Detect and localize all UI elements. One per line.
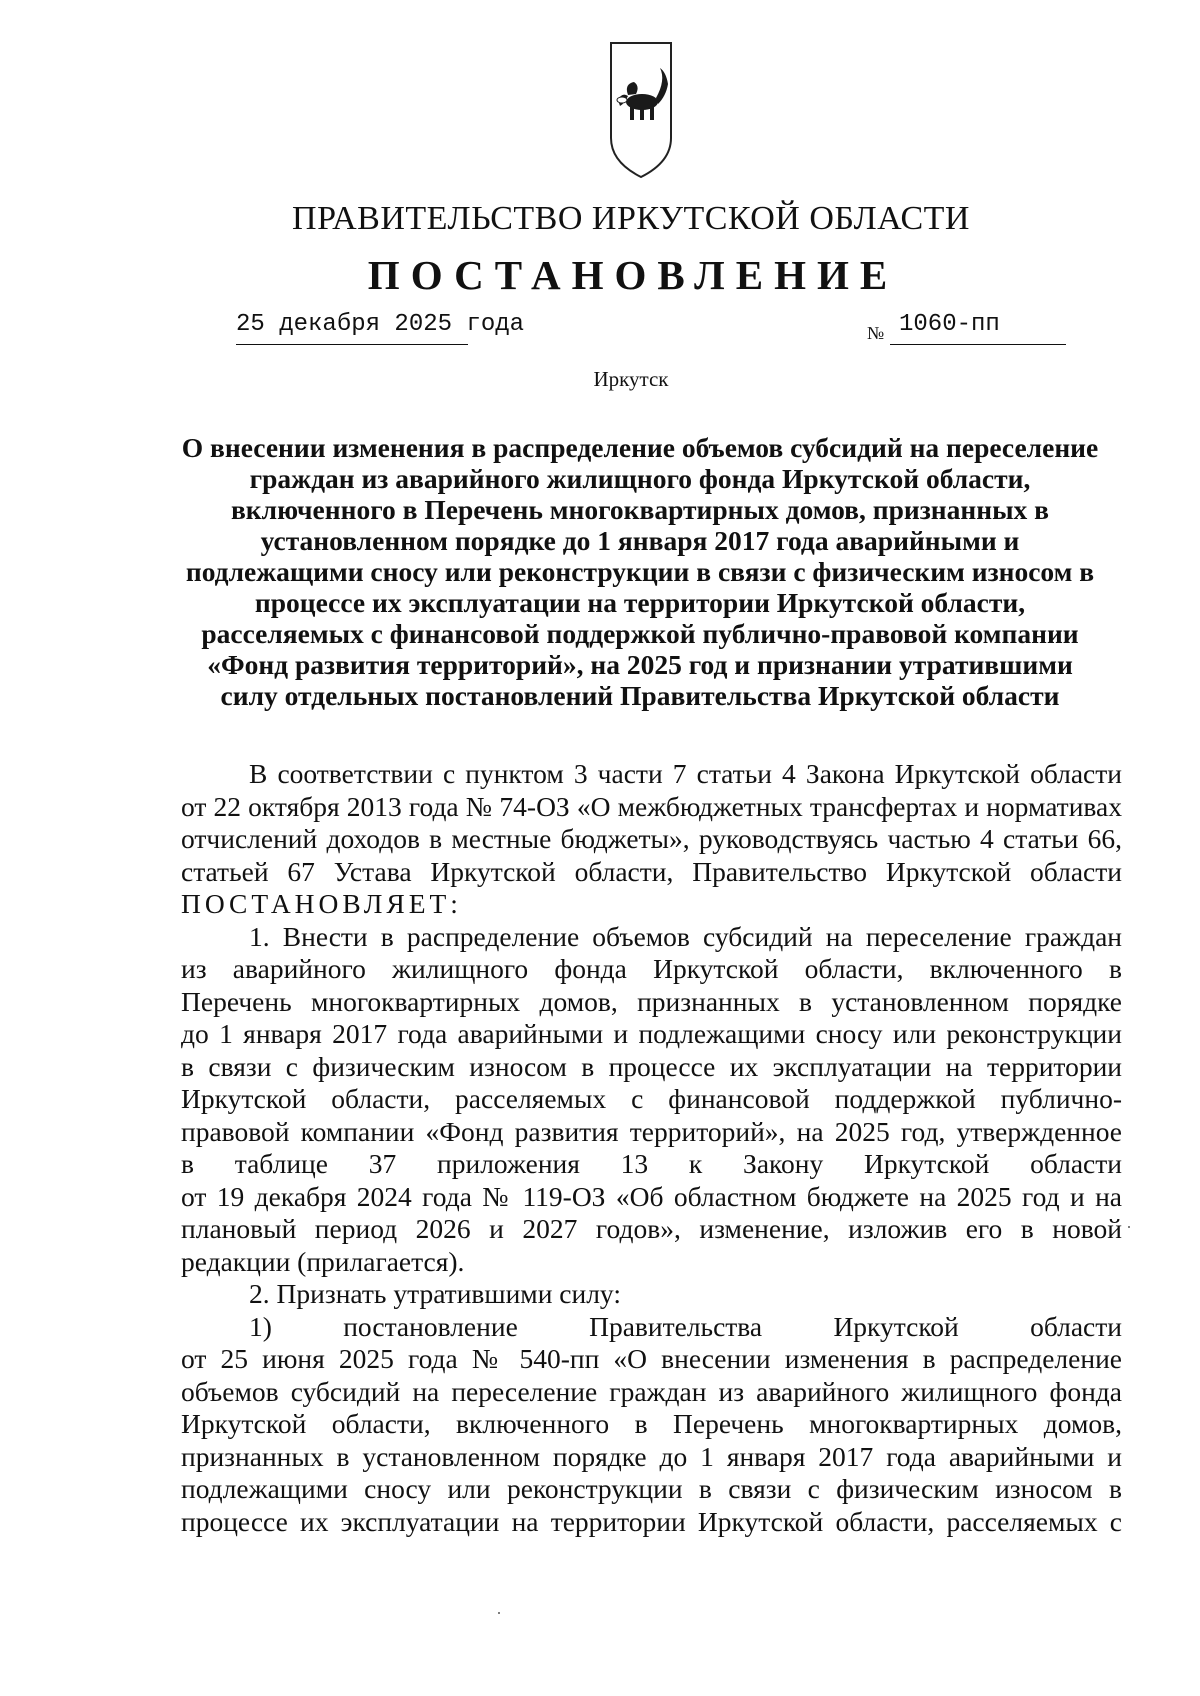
document-body: [181, 758, 1122, 1538]
city: Иркутск: [593, 367, 669, 391]
title-line: включенного в Перечень многоквартирных домов, признанных в: [230, 494, 1050, 525]
body-line: Иркутской области, расселяемых с финансовой поддержкой публично-: [181, 1083, 1122, 1114]
body-line: из аварийного жилищного фонда Иркутской области, включенного в: [181, 953, 1122, 984]
date-underline: [236, 344, 468, 345]
body-line: ПОСТАНОВЛЯЕТ:: [181, 888, 462, 919]
title-line: О внесении изменения в распределение объемов субсидий на переселение: [181, 432, 1099, 463]
scan-speck: [498, 1612, 500, 1614]
scan-speck: [1128, 1226, 1130, 1228]
document-title: [160, 432, 1120, 711]
government-name: ПРАВИТЕЛЬСТВО ИРКУТСКОЙ ОБЛАСТИ: [292, 200, 970, 237]
number-underline: [890, 344, 1066, 345]
body-line: от 22 октября 2013 года № 74-ОЗ «О межбюджетных трансфертах и нормативах: [181, 790, 1122, 822]
title-line: силу отдельных постановлений Правительства Иркутской области: [220, 680, 1060, 711]
body-line: Иркутской области, включенного в Перечень многоквартирных домов,: [181, 1408, 1122, 1439]
document-number: 1060-пп: [899, 311, 1000, 338]
body-line: Перечень многоквартирных домов, признанных в установленном порядке: [181, 985, 1122, 1017]
body-line: признанных в установленном порядке до 1 января 2017 года аварийными и: [181, 1440, 1122, 1472]
title-line: граждан из аварийного жилищного фонда Иркутской области,: [249, 463, 1031, 494]
title-line: расселяемых с финансовой поддержкой публично-правовой компании: [201, 618, 1079, 649]
body-line: в связи с физическим износом в процессе их эксплуатации на территории: [181, 1050, 1122, 1082]
body-line: В соответствии с пунктом 3 части 7 статьи 4 Закона Иркутской области: [249, 758, 1122, 789]
document-date: 25 декабря 2025 года: [236, 311, 525, 338]
number-sign: №: [867, 323, 885, 343]
body-line: до 1 января 2017 года аварийными и подлежащими сносу или реконструкции: [181, 1018, 1122, 1049]
body-line: 1) постановление Правительства Иркутской области: [249, 1310, 1122, 1342]
body-line: 2. Признать утратившими силу:: [249, 1278, 621, 1309]
title-line: «Фонд развития территорий», на 2025 год и признании утратившими: [207, 649, 1073, 680]
body-line: редакции (прилагается).: [181, 1245, 465, 1277]
body-line: от 25 июня 2025 года № 540-пп «О внесении изменения в распределение: [181, 1343, 1122, 1374]
title-line: подлежащими сносу или реконструкции в связи с физическим износом в: [185, 556, 1095, 587]
body-line: подлежащими сносу или реконструкции в связи с физическим износом в: [181, 1473, 1122, 1504]
body-line: статьей 67 Устава Иркутской области, Правительство Иркутской области: [181, 855, 1122, 887]
body-line: правовой компании «Фонд развития территорий», на 2025 год, утвержденное: [181, 1115, 1122, 1147]
body-line: 1. Внести в распределение объемов субсидий на переселение граждан: [249, 920, 1122, 952]
title-line: установленном порядке до 1 января 2017 года аварийными и: [260, 525, 1020, 556]
body-line: процессе их эксплуатации на территории Иркутской области, расселяемых с: [181, 1505, 1122, 1537]
coat-of-arms-icon: [608, 40, 674, 180]
body-line: плановый период 2026 и 2027 годов», изменение, изложив его в новой: [181, 1213, 1122, 1244]
body-line: в таблице 37 приложения 13 к Закону Иркутской области: [181, 1148, 1122, 1179]
title-line: процессе их эксплуатации на территории Иркутской области,: [254, 587, 1026, 618]
body-line: объемов субсидий на переселение граждан из аварийного жилищного фонда: [181, 1375, 1122, 1407]
body-line: от 19 декабря 2024 года № 119-ОЗ «Об областном бюджете на 2025 год и на: [181, 1180, 1122, 1212]
document-type: ПОСТАНОВЛЕНИЕ: [367, 252, 899, 298]
body-line: отчислений доходов в местные бюджеты», руководствуясь частью 4 статьи 66,: [181, 823, 1122, 854]
